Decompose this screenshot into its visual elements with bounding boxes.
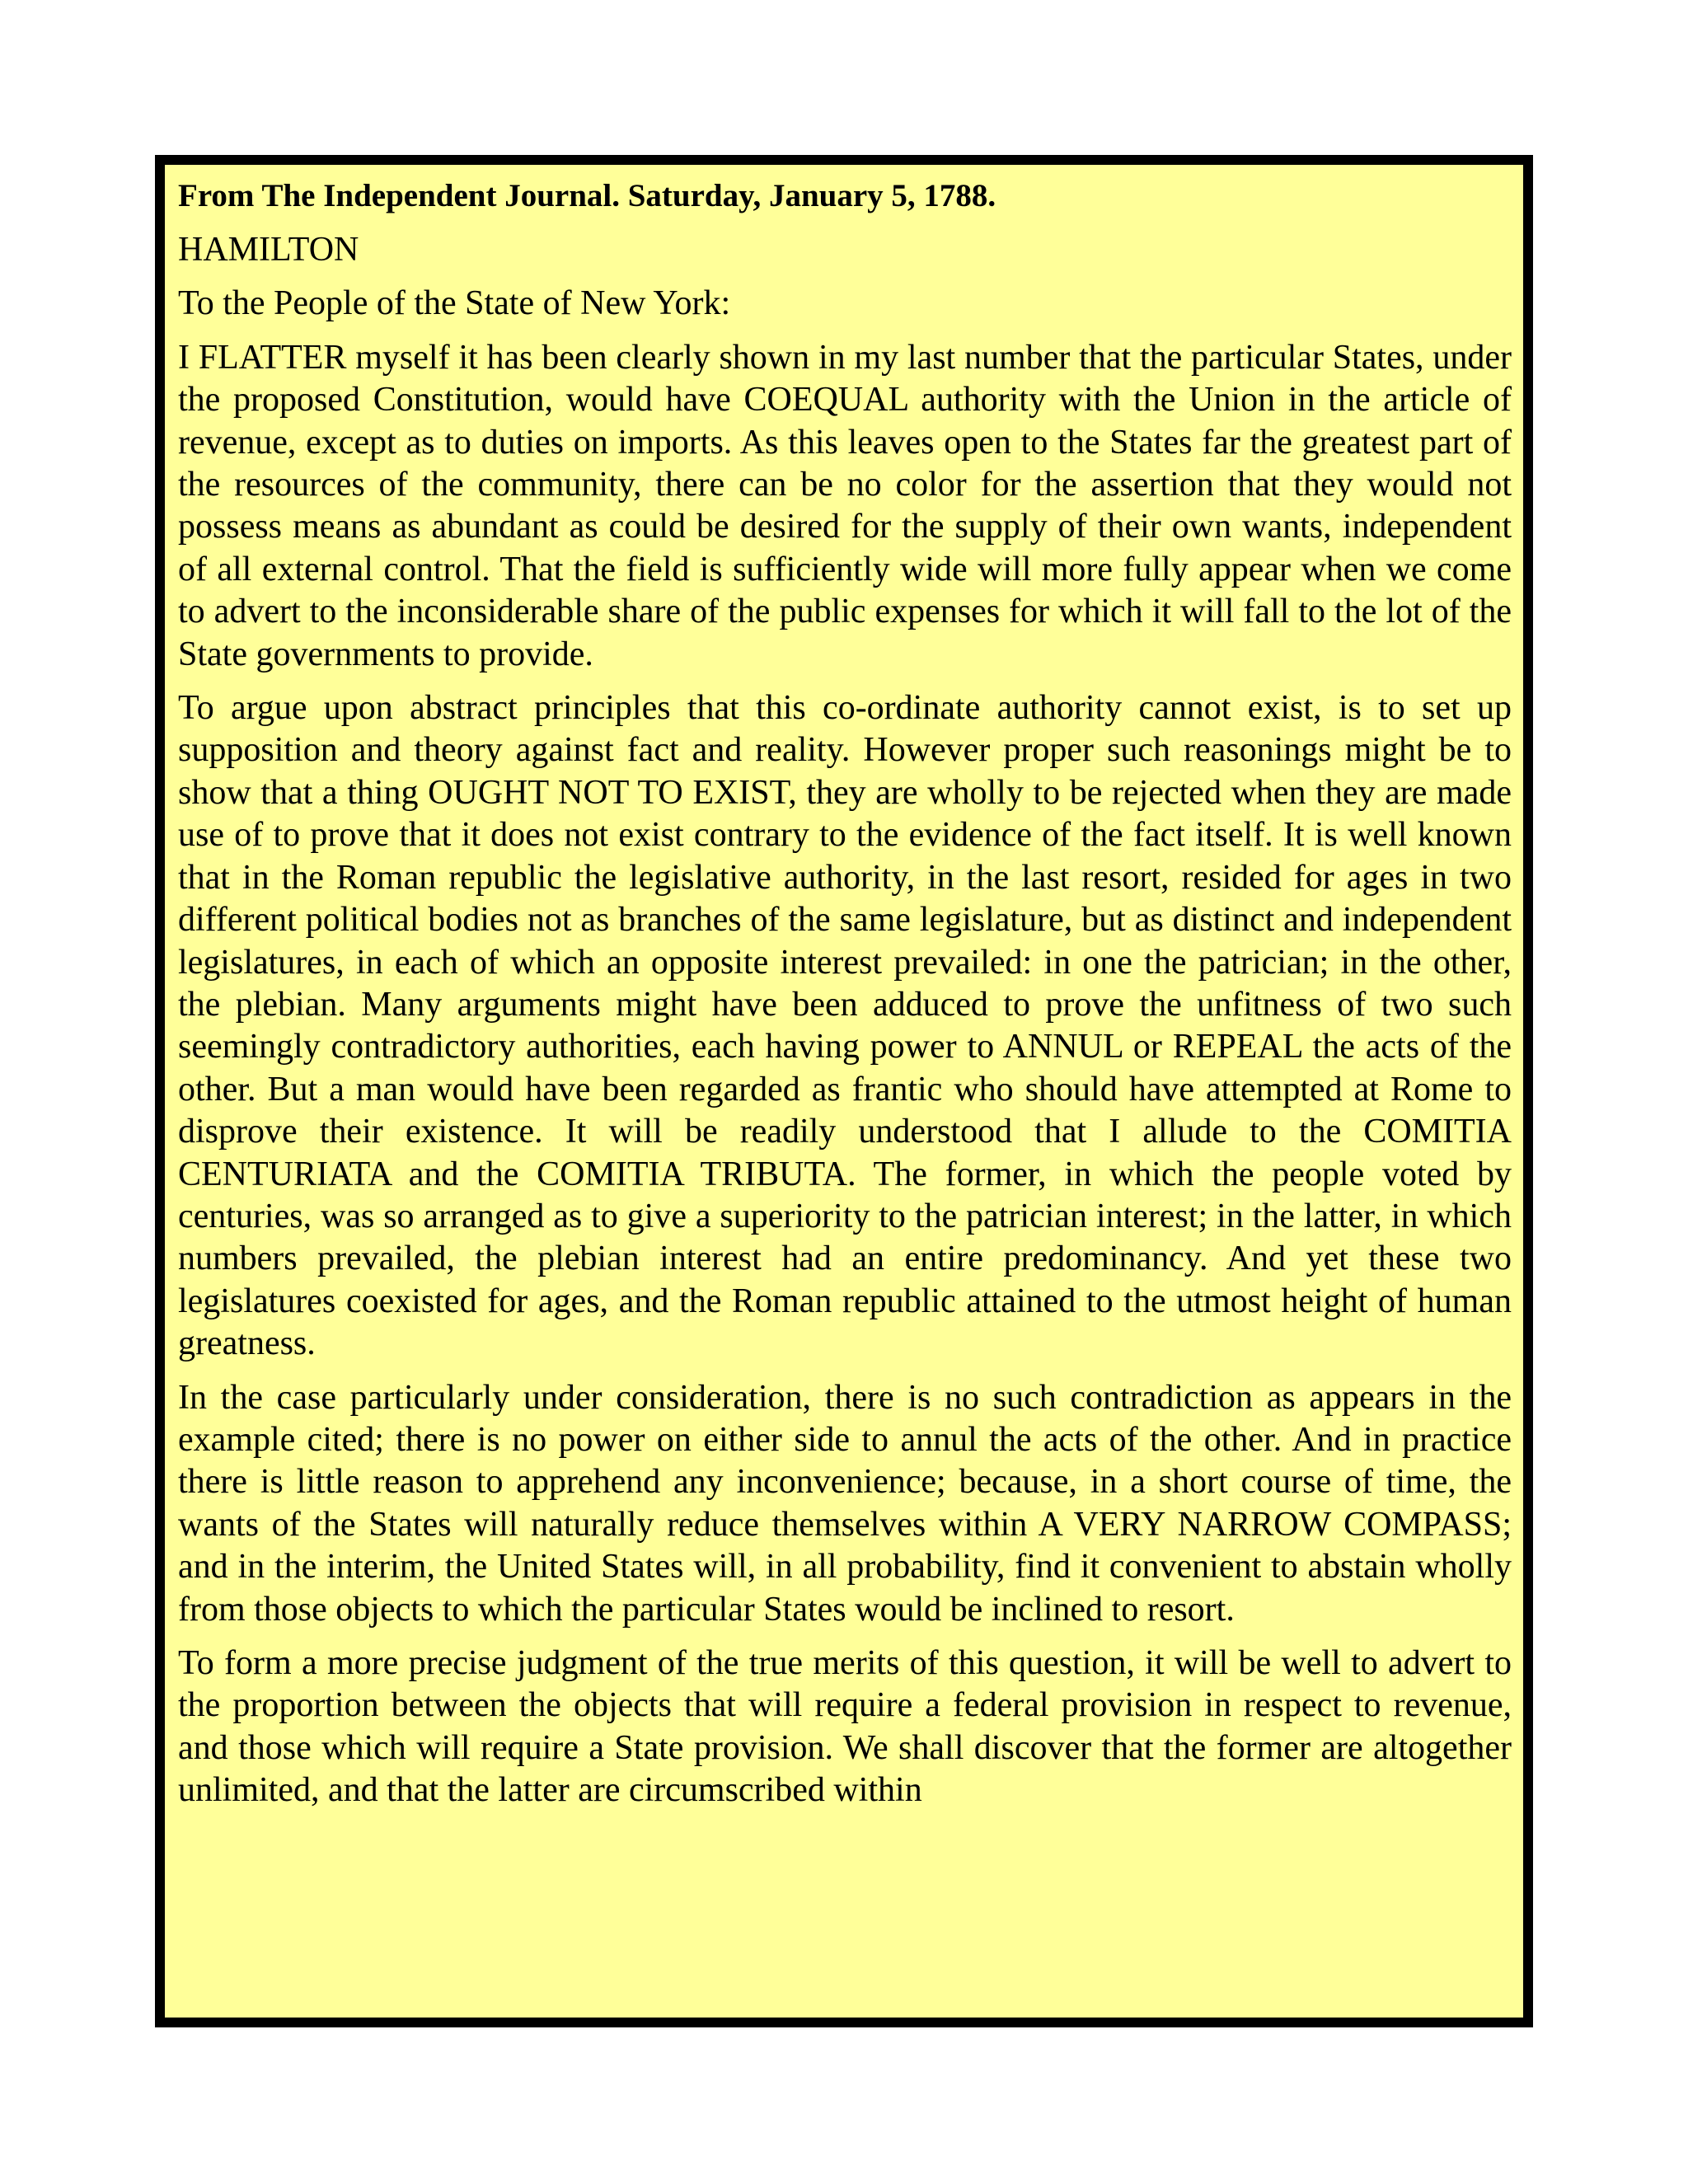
document-frame [155,155,1533,2027]
paragraph-2: To argue upon abstract principles that this co-ordinate authority cannot exist, is to set up supposition and theory against fact and reality. However proper such reasonings might be to show that a thing OUGHT NOT TO EXIST, they are wholly to be rejected when they are made use of to prove that it does not exist contrary to the evidence of the fact itself. It is well known that in the Roman republic the legislative authority, in the last resort, resided for ages in two different political bodies not as branches of the same legislature, but as distinct and independent legislatures, in each of which an opposite interest prevailed: in one the patrician; in the other, the plebian. Many arguments might have been adduced to prove the unfitness of two such seemingly contradictory authorities, each having power to ANNUL or REPEAL the acts of the other. But a man would have been regarded as frantic who should have attempted at Rome to disprove their existence. It will be readily understood that I allude to the COMITIA CENTURIATA and the COMITIA TRIBUTA. The former, in which the people voted by centuries, was so arranged as to give a superiority to the patrician interest; in the latter, in which numbers prevailed, the plebian interest had an entire predominancy. And yet these two legislatures coexisted for ages, and the Roman republic attained to the utmost height of human greatness. [178,689,1512,1363]
author-name: HAMILTON [178,231,359,269]
dateline: From The Independent Journal. Saturday, January 5, 1788. [178,178,996,213]
paragraph-1: I FLATTER myself it has been clearly shown in my last number that the particular States, under the proposed Constitution, would have COEQUAL authority with the Union in the article of revenue, except as to duties on imports. As this leaves open to the States far the greatest part of the resources of the community, there can be no color for the assertion that they would not possess means as abundant as could be desired for the supply of their own wants, independent of all external control. That the field is sufficiently wide will more fully appear when we come to advert to the inconsiderable share of the public expenses for which it will fall to the lot of the State governments to provide. [178,338,1512,673]
paragraph-3: In the case particularly under consideration, there is no such contradiction as appears in the example cited; there is no power on either side to annul the acts of the other. And in practice there is little reason to apprehend any inconvenience; because, in a short course of time, the wants of the States will naturally reduce themselves within A VERY NARROW COMPASS; and in the interim, the United States will, in all probability, find it convenient to abstain wholly from those objects to which the particular States would be inclined to resort. [178,1378,1512,1629]
paragraph-4: To form a more precise judgment of the true merits of this question, it will be well to advert to the proportion between the objects that will require a federal provision in respect to revenue, and those which will require a State provision. We shall discover that the former are altogether unlimited, and that the latter are circumscribed within [178,1644,1512,1810]
salutation: To the People of the State of New York: [178,284,731,323]
